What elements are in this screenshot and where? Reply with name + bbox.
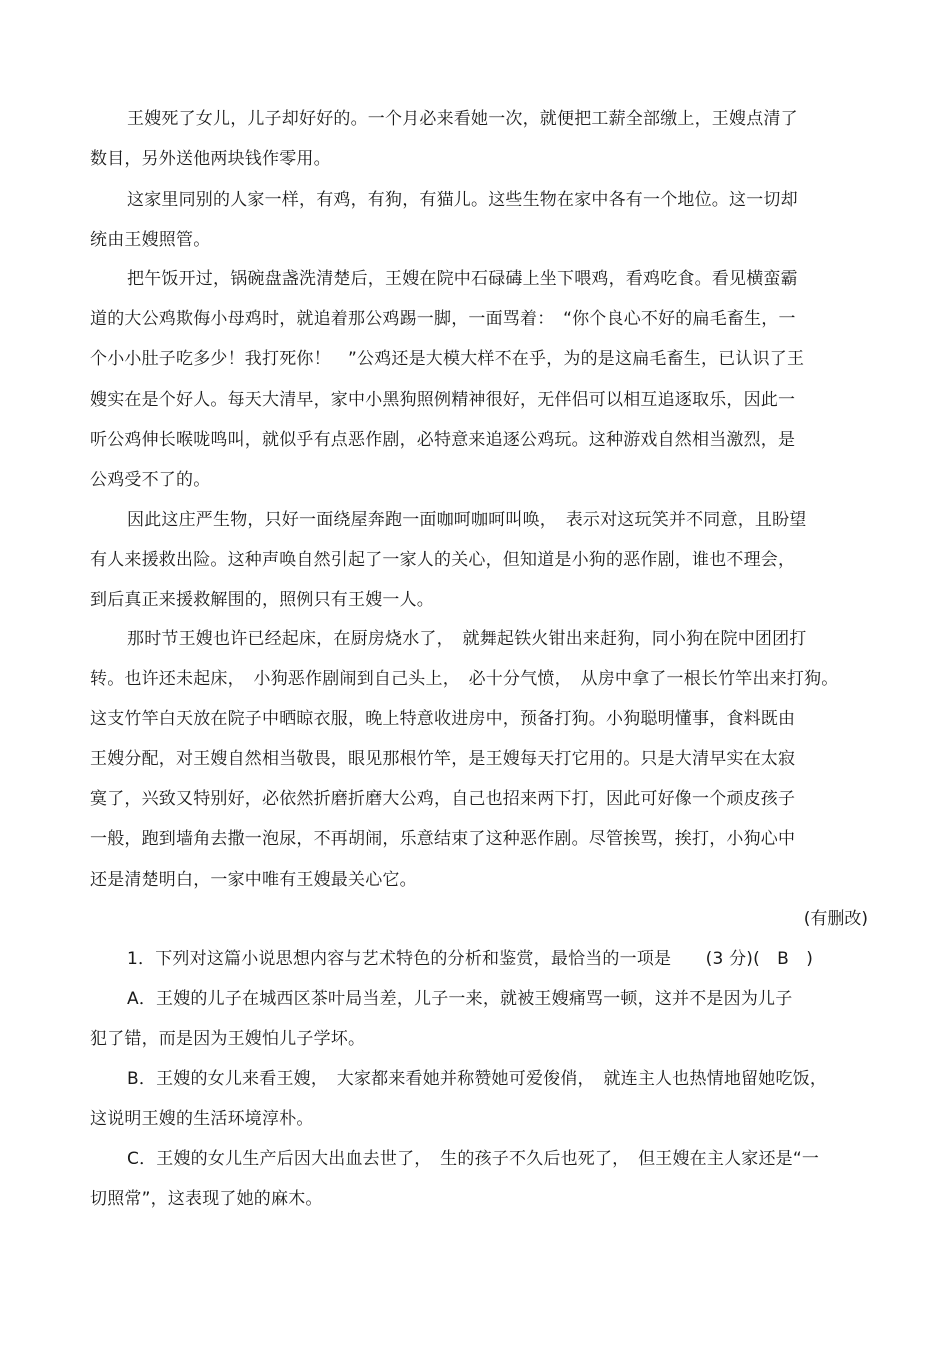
passage-line: 一般，跑到墙角去撒一泡尿，不再胡闹，乐意结束了这种恶作剧。尽管挨骂，挨打，小狗心中 [90, 829, 796, 849]
passage-line: 个小小肚子吃多少！我打死你！ ”公鸡还是大模大样不在乎，为的是这扁毛畜生，已认识了王 [90, 349, 805, 369]
passage-line: 到后真正来援救解围的，照例只有王嫂一人。 [90, 590, 434, 610]
passage-line: 寞了，兴致又特别好，必依然折磨折磨大公鸡，自己也招来两下打，因此可好像一个顽皮孩子 [90, 789, 796, 809]
passage-line: 有人来援救出险。这种声唤自然引起了一家人的关心，但知道是小狗的恶作剧，谁也不理会， [90, 550, 796, 570]
option-b-line: B．王嫂的女儿来看王嫂， 大家都来看她并称赞她可爱俊俏， 就连主人也热情地留她吃饭， [127, 1069, 828, 1089]
passage-line: 因此这庄严生物，只好一面绕屋奔跑一面咖呵咖呵叫唤， 表示对这玩笑并不同意，且盼望 [127, 510, 807, 530]
passage-line: 统由王嫂照管。 [90, 230, 211, 250]
passage-line: 把午饭开过，锅碗盘盏洗清楚后，王嫂在院中石碌碡上坐下喂鸡，看鸡吃食。看见横蛮霸 [127, 269, 798, 289]
passage-line: 这家里同别的人家一样，有鸡，有狗，有猫儿。这些生物在家中各有一个地位。这一切却 [127, 190, 798, 210]
passage-line: 听公鸡伸长喉咙鸣叫，就似乎有点恶作剧，必特意来追逐公鸡玩。这种游戏自然相当激烈，是 [90, 430, 796, 450]
passage-line: 公鸡受不了的。 [90, 470, 211, 490]
option-c-line: C．王嫂的女儿生产后因大出血去世了， 生的孩子不久后也死了， 但王嫂在主人家还是“一 [127, 1149, 820, 1169]
passage-line: 王嫂分配，对王嫂自然相当敬畏，眼见那根竹竿，是王嫂每天打它用的。只是大清早实在太寂 [90, 749, 796, 769]
passage-line: 这支竹竿白天放在院子中晒晾衣服，晚上特意收进房中，预备打狗。小狗聪明懂事，食料既由 [90, 709, 796, 729]
passage-line: 数目，另外送他两块钱作零用。 [90, 149, 331, 169]
option-b-line: 这说明王嫂的生活环境淳朴。 [90, 1109, 314, 1129]
passage-line: 转。也许还未起床， 小狗恶作剧闹到自己头上， 必十分气愤， 从房中拿了一根长竹竿出来打狗。 [90, 669, 839, 689]
passage-line: 嫂实在是个好人。每天大清早，家中小黑狗照例精神很好，无伴侣可以相互追逐取乐，因此一 [90, 390, 796, 410]
passage-line: 那时节王嫂也许已经起床，在厨房烧水了， 就舞起铁火钳出来赶狗，同小狗在院中团团打 [127, 629, 807, 649]
source-note: (有删改) [803, 909, 868, 929]
passage-line: 还是清楚明白，一家中唯有王嫂最关心它。 [90, 870, 417, 890]
passage-line: 王嫂死了女儿，儿子却好好的。一个月必来看她一次，就便把工薪全部缴上，王嫂点清了 [127, 109, 798, 129]
option-c-line: 切照常”，这表现了她的麻木。 [90, 1189, 323, 1209]
option-a-line: A．王嫂的儿子在城西区茶叶局当差，儿子一来，就被王嫂痛骂一顿，这并不是因为儿子 [127, 989, 793, 1009]
option-a-line: 犯了错，而是因为王嫂怕儿子学坏。 [90, 1029, 366, 1049]
question-stem: 1．下列对这篇小说思想内容与艺术特色的分析和鉴赏，最恰当的一项是 (3 分)( B ) [127, 949, 814, 969]
passage-line: 道的大公鸡欺侮小母鸡时，就追着那公鸡踢一脚，一面骂着： “你个良心不好的扁毛畜生，一 [90, 309, 796, 329]
